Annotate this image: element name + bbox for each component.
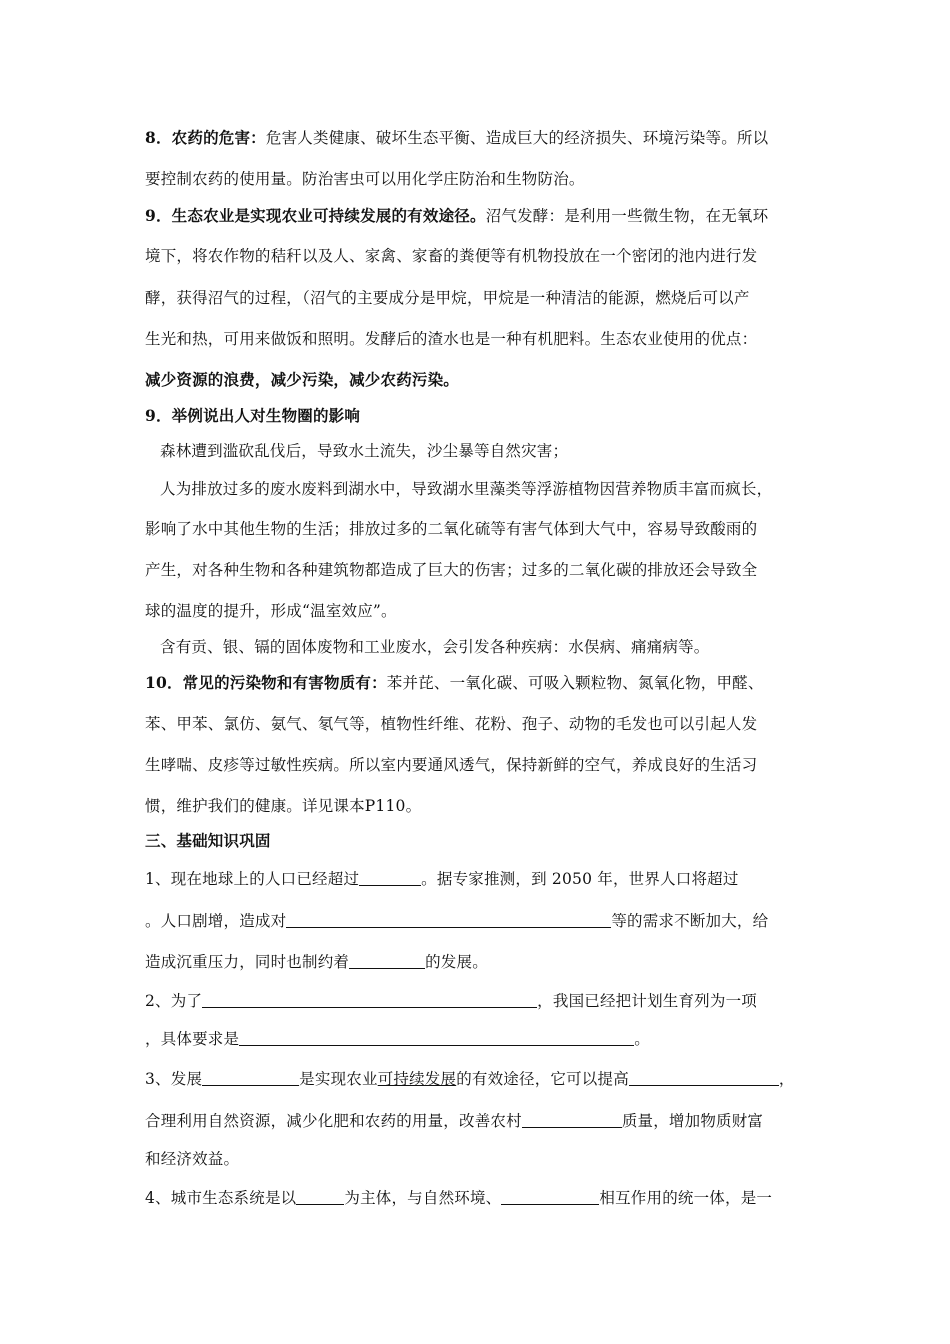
q2-text-b: ，我国已经把计划生育列为一项 [537,992,757,1010]
q4-blank-2[interactable] [501,1189,599,1205]
sec10-line3: 生哮喘、皮疹等过敏性疾病。所以室内要通风透气，保持新鲜的空气，养成良好的生活习 [145,756,758,774]
sec10-line1 [145,672,815,694]
q4-blank-1[interactable] [296,1189,344,1205]
q1-blank-2[interactable] [286,912,611,928]
q3-line1 [145,1068,815,1090]
q1-text-f: 的发展。 [425,953,488,971]
q3-text-c: 的有效途径，它可以提高 [456,1070,629,1088]
q4-text-c: 相互作用的统一体，是一 [599,1189,773,1207]
q1-line2 [145,910,815,932]
sec9b-p3: 含有贡、银、镉的固体废物和工业废水，会引发各种疾病：水俣病、痛痛病等。 [160,638,710,656]
sec9a-line5: 减少资源的浪费，减少污染，减少农药污染。 [145,370,460,389]
sec9b-p2-line3: 产生，对各种生物和各种建筑物都造成了巨大的伤害；过多的二氧化碳的排放还会导致全 [145,561,758,579]
sec9b-p2-line2: 影响了水中其他生物的生活；排放过多的二氧化硫等有害气体到大气中，容易导致酸雨的 [145,520,758,538]
sec9b-p1: 森林遭到滥砍乱伐后，导致水土流失，沙尘暴等自然灾害； [160,442,569,460]
q3-line3: 和经济效益。 [145,1150,240,1168]
q4-text-b: 为主体，与自然环境、 [344,1189,502,1207]
q2-line1 [145,990,815,1012]
sec9a-heading: 9．生态农业是实现农业可持续发展的有效途径。 [145,206,486,225]
q1-blank-3[interactable] [349,953,425,969]
q3-text-b: 是实现农业 [299,1070,378,1088]
sec10-heading: 10．常见的污染物和有害物质有： [145,673,387,692]
sec8-line1 [145,127,815,149]
sec10-line4: 惯，维护我们的健康。详见课本P110。 [145,797,422,815]
sec9a-line3: 酵，获得沼气的过程，（沼气的主要成分是甲烷，甲烷是一种清洁的能源，燃烧后可以产 [145,289,750,307]
sec9a-line4: 生光和热，可用来做饭和照明。发酵后的渣水也是一种有机肥料。生态农业使用的优点： [145,330,758,348]
q3-text-d: ， [778,1070,795,1088]
sec9a-line2: 境下，将农作物的秸秆以及人、家禽、家畜的粪便等有机物投放在一个密闭的池内进行发 [145,247,758,265]
q3-text-e: 合理利用自然资源，减少化肥和农药的用量，改善农村 [145,1112,522,1130]
q1-text-a: 1、现在地球上的人口已经超过 [145,870,360,888]
q4-line1 [145,1187,815,1209]
q3-text-a: 3、发展 [145,1070,203,1088]
sec9a-text: 沼气发酵：是利用一些微生物，在无氧环 [485,207,769,225]
sec9b-p2-line1: 人为排放过多的废水废料到湖水中，导致湖水里藻类等浮游植物因营养物质丰富而疯长， [160,480,773,498]
q1-text-b: 。据专家推测，到 2050 年，世界人口将超过 [421,870,739,888]
q2-blank-1[interactable] [202,992,537,1008]
q1-text-d: 等的需求不断加大，给 [611,912,769,930]
q2-text-d: 。 [634,1030,650,1048]
section-three-heading: 三、基础知识巩固 [145,831,271,850]
q2-text-a: 2、为了 [145,992,203,1010]
sec10-text: 苯并芘、一氧化碳、可吸入颗粒物、氮氧化物，甲醛、 [386,674,764,692]
sec8-line2: 要控制农药的使用量。防治害虫可以用化学庄防治和生物防治。 [145,170,585,188]
q2-line2 [145,1028,815,1050]
q3-underlined-term: 可持续发展 [377,1070,457,1088]
sec9b-heading: 9．举例说出人对生物圈的影响 [145,406,361,425]
q3-blank-3[interactable] [522,1112,622,1128]
sec8-heading: 8．农药的危害： [145,128,266,147]
q4-text-a: 4、城市生态系统是以 [145,1189,297,1207]
q3-text-f: 质量，增加物质财富 [621,1112,764,1130]
sec8-text: 危害人类健康、破坏生态平衡、造成巨大的经济损失、环境污染等。所以 [265,129,769,147]
q2-blank-2[interactable] [239,1030,634,1046]
sec9a-line1 [145,205,815,227]
q2-text-c: ，具体要求是 [145,1030,240,1048]
q1-line1 [145,868,815,890]
sec10-line2: 苯、甲苯、氯仿、氨气、氡气等，植物性纤维、花粉、孢子、动物的毛发也可以引起人发 [145,715,758,733]
q3-blank-2[interactable] [629,1070,779,1086]
q1-line3 [145,951,815,973]
q3-blank-1[interactable] [202,1070,299,1086]
q1-text-e: 造成沉重压力，同时也制约着 [145,953,350,971]
q3-line2 [145,1110,815,1132]
q1-blank-1[interactable] [359,870,421,886]
sec9b-p2-line4: 球的温度的提升，形成“温室效应”。 [145,602,397,620]
q1-text-c: 。人口剧增，造成对 [145,912,287,930]
